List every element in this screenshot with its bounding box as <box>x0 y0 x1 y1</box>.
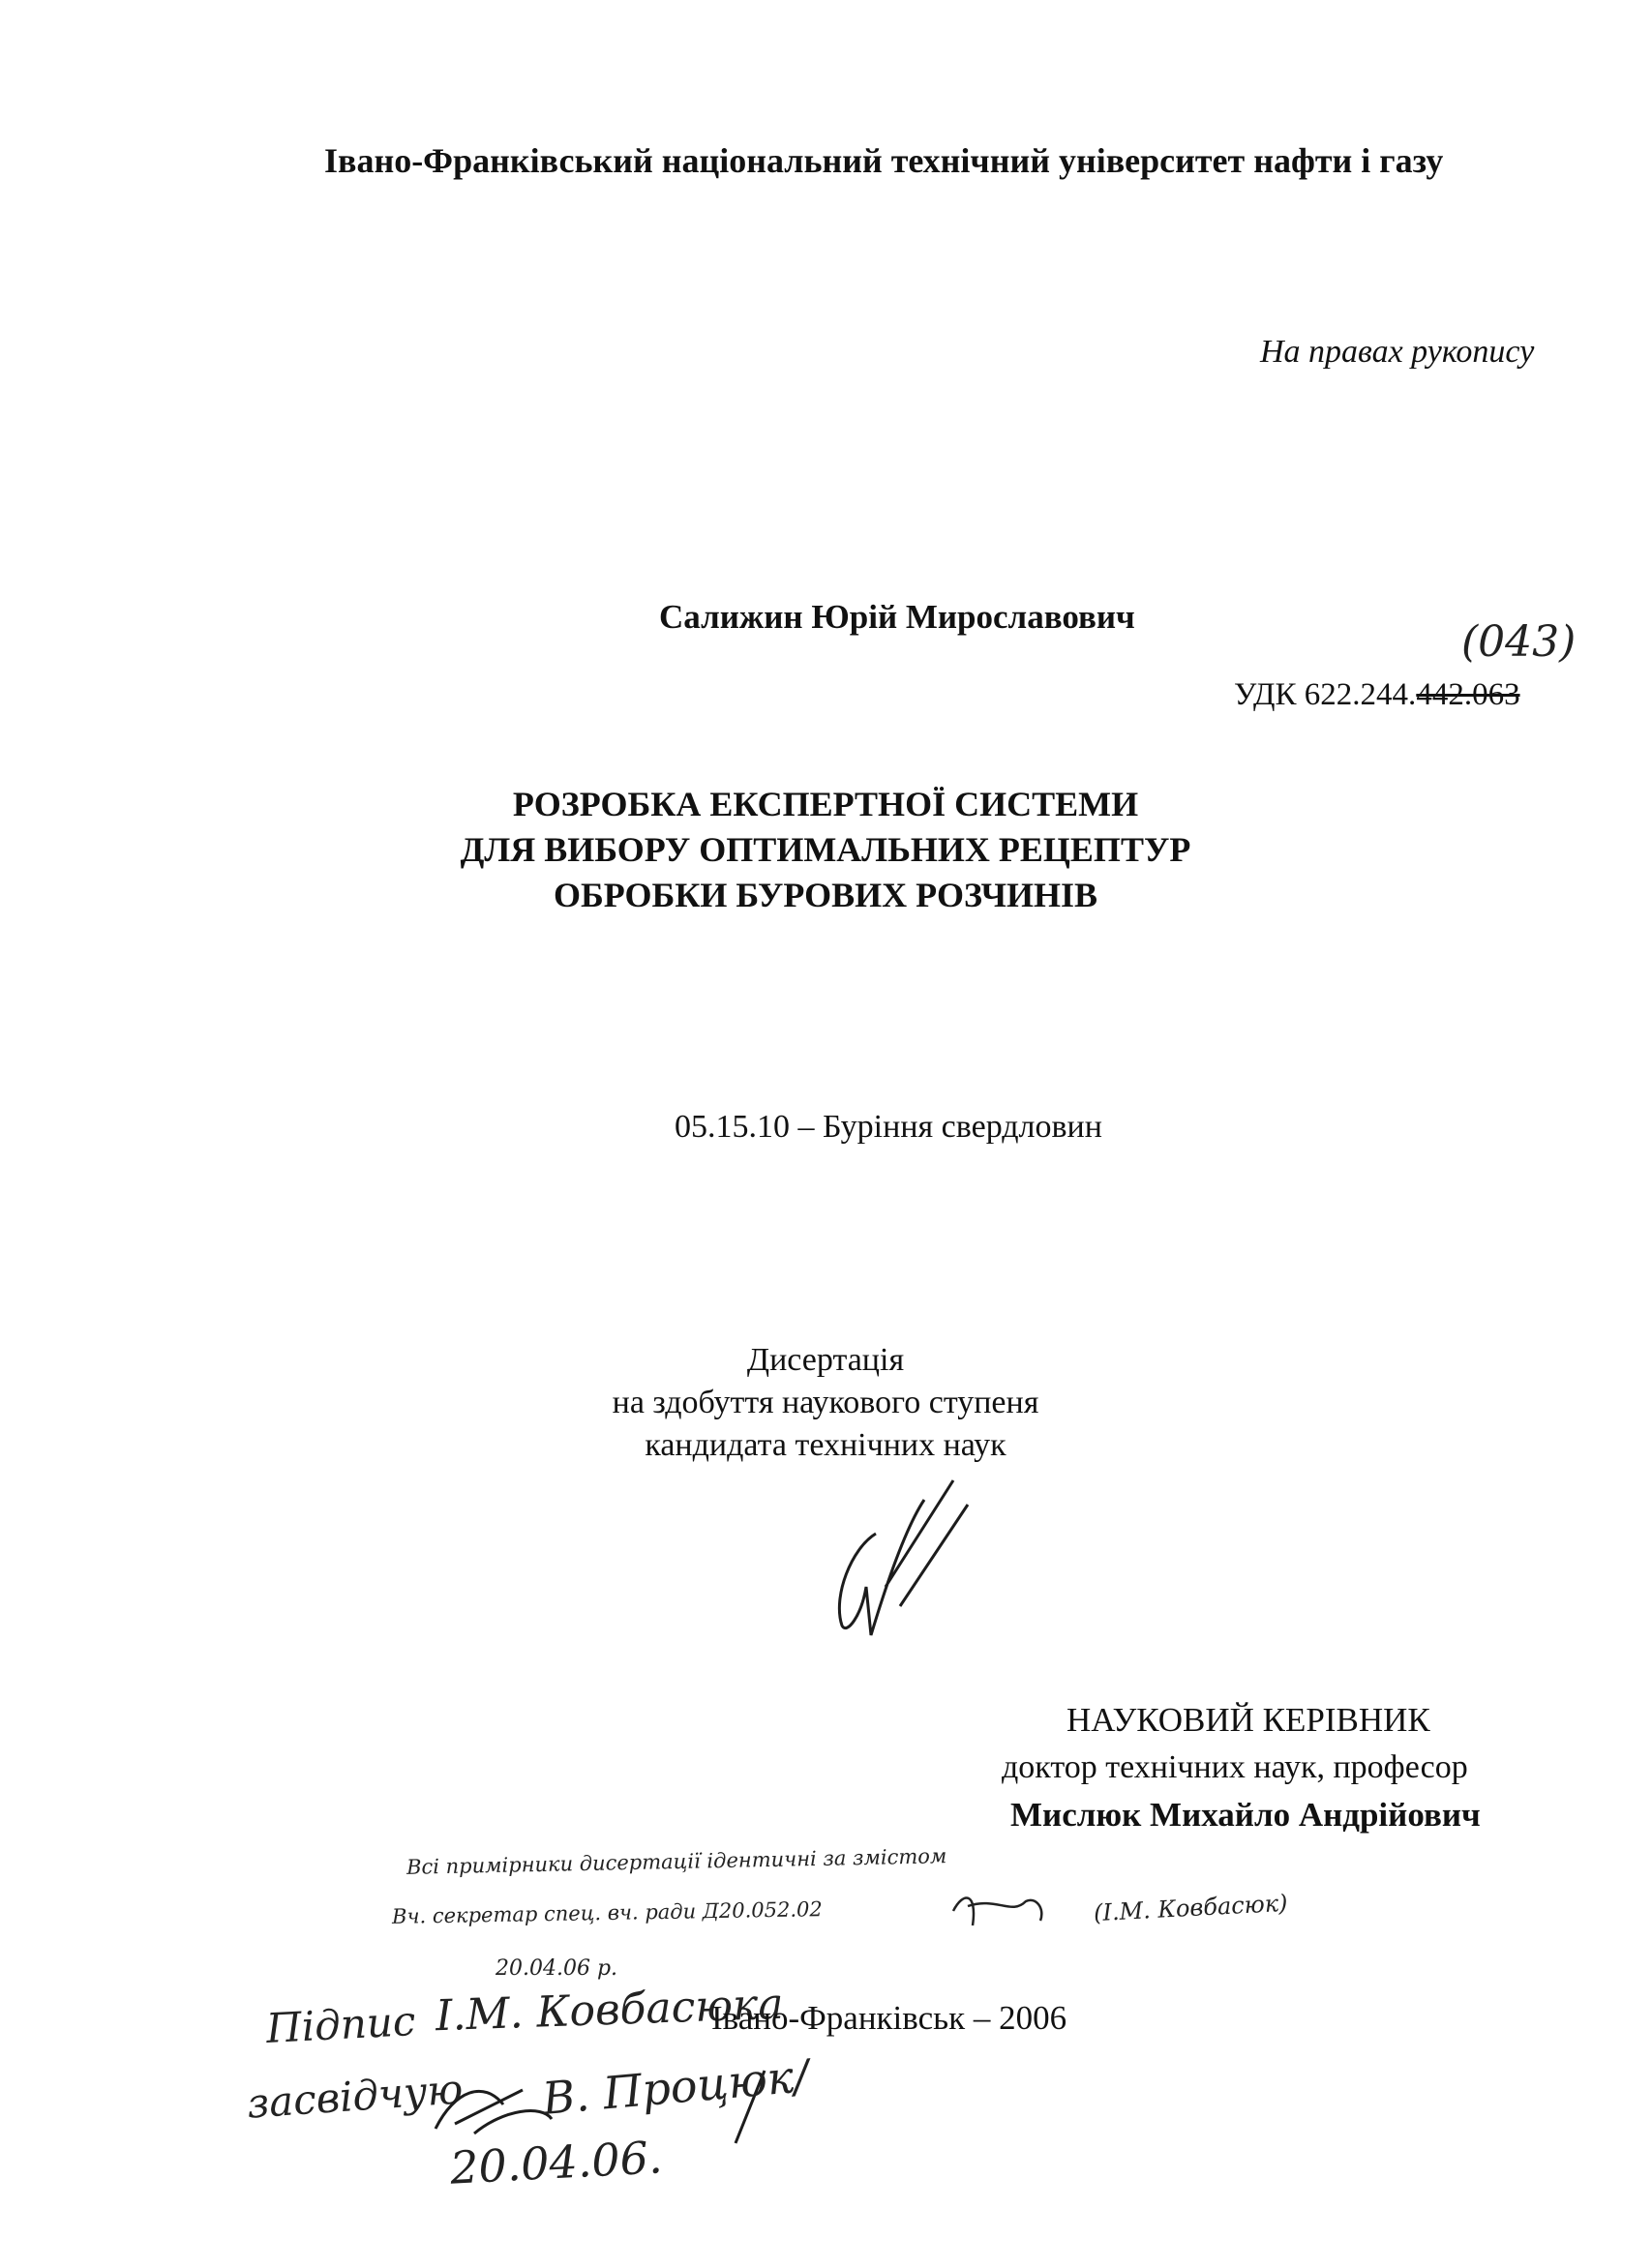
udc-handwritten-correction: (043) <box>1461 617 1577 667</box>
handwritten-note-secretary: Вч. секретар спец. вч. ради Д20.052.02 <box>391 1897 823 1928</box>
title-line: РОЗРОБКА ЕКСПЕРТНОЇ СИСТЕМИ <box>512 785 1139 823</box>
handwritten-date-first: 20.04.06 р. <box>496 1956 618 1981</box>
handwritten-note-identical: Всі примірники дисертації ідентичні за змістом <box>405 1844 947 1879</box>
degree-line: на здобуття наукового ступеня <box>612 1385 1039 1420</box>
handwritten-certify-name: В. Процюк/ <box>540 2049 811 2125</box>
author-name: Салижин Юрій Мирославович <box>659 598 1135 636</box>
place-year: Івано-Франківськ – 2006 <box>711 1999 1067 2037</box>
supervisor-position: доктор технічних наук, професор <box>1002 1749 1468 1785</box>
degree-line: Дисертація <box>746 1342 905 1378</box>
manuscript-note: На правах рукопису <box>1260 334 1535 370</box>
handwritten-signature-label: Підпис <box>264 1996 417 2053</box>
udc-prefix: УДК 622.244. <box>1234 677 1417 712</box>
title-line: ДЛЯ ВИБОРУ ОПТИМАЛЬНИХ РЕЦЕПТУР <box>460 830 1191 869</box>
handwritten-certify: засвідчую <box>245 2065 465 2128</box>
supervisor-heading: НАУКОВИЙ КЕРІВНИК <box>1066 1701 1430 1739</box>
title-line: ОБРОБКИ БУРОВИХ РОЗЧИНІВ <box>553 876 1098 914</box>
udc-struck-part: 442.063 <box>1416 677 1520 712</box>
specialty: 05.15.10 – Буріння свердловин <box>675 1109 1102 1145</box>
degree-line: кандидата технічних наук <box>645 1427 1006 1463</box>
handwritten-signature-name: І.М. Ковбасюка <box>435 1979 785 2042</box>
supervisor-name: Мислюк Михайло Андрійович <box>1010 1796 1481 1834</box>
handwritten-date-second: 20.04.06. <box>448 2131 664 2194</box>
handwritten-secretary-name: (І.М. Ковбасюк) <box>1093 1889 1289 1927</box>
university-name: Івано-Франківський національний технічний університет нафти і газу <box>324 141 1444 180</box>
